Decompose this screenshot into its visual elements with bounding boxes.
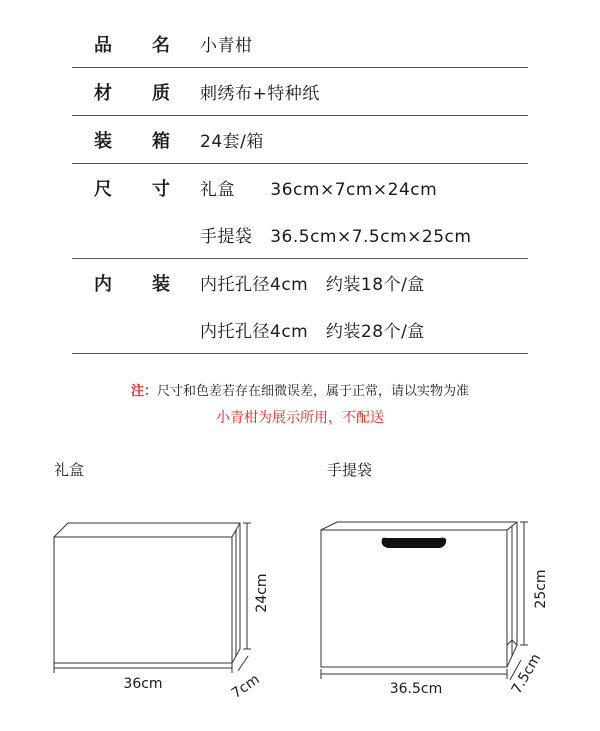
display-only-note: 小青柑为展示所用，不配送 xyxy=(216,410,384,426)
spec-label: 装 箱 xyxy=(94,130,170,152)
giftbox-height-label: 24cm xyxy=(254,573,270,613)
spec-label: 材 质 xyxy=(94,82,170,104)
spec-label: 尺 寸 xyxy=(94,178,170,200)
spec-value: 礼盒 36cm×7cm×24cm xyxy=(200,180,438,200)
spec-value: 内托孔径4cm 约装28个/盒 xyxy=(200,322,425,342)
giftbox-depth-label: 7cm xyxy=(228,671,263,702)
giftbox-caption: 礼盒 xyxy=(54,461,85,479)
spec-value: 内托孔径4cm 约装18个/盒 xyxy=(200,275,425,295)
giftbox-drawing xyxy=(54,523,251,673)
spec-value: 24套/箱 xyxy=(200,132,264,152)
bag-caption: 手提袋 xyxy=(327,461,373,479)
spec-value: 小青柑 xyxy=(200,36,253,56)
bag-handle-hole xyxy=(382,538,447,548)
spec-value: 刺绣布+特种纸 xyxy=(200,84,320,104)
disclaimer-note: 注：尺寸和色差若存在细微误差，属于正常，请以实物为准 xyxy=(130,384,470,399)
giftbox-width-label: 36cm xyxy=(123,676,163,692)
spec-value: 手提袋 36.5cm×7.5cm×25cm xyxy=(200,227,472,247)
bag-height-label: 25cm xyxy=(533,569,549,609)
spec-label: 内 装 xyxy=(94,273,170,295)
spec-label: 品 名 xyxy=(94,34,170,56)
bag-width-label: 36.5cm xyxy=(389,681,443,697)
bag-depth-label: 7.5cm xyxy=(508,651,545,697)
